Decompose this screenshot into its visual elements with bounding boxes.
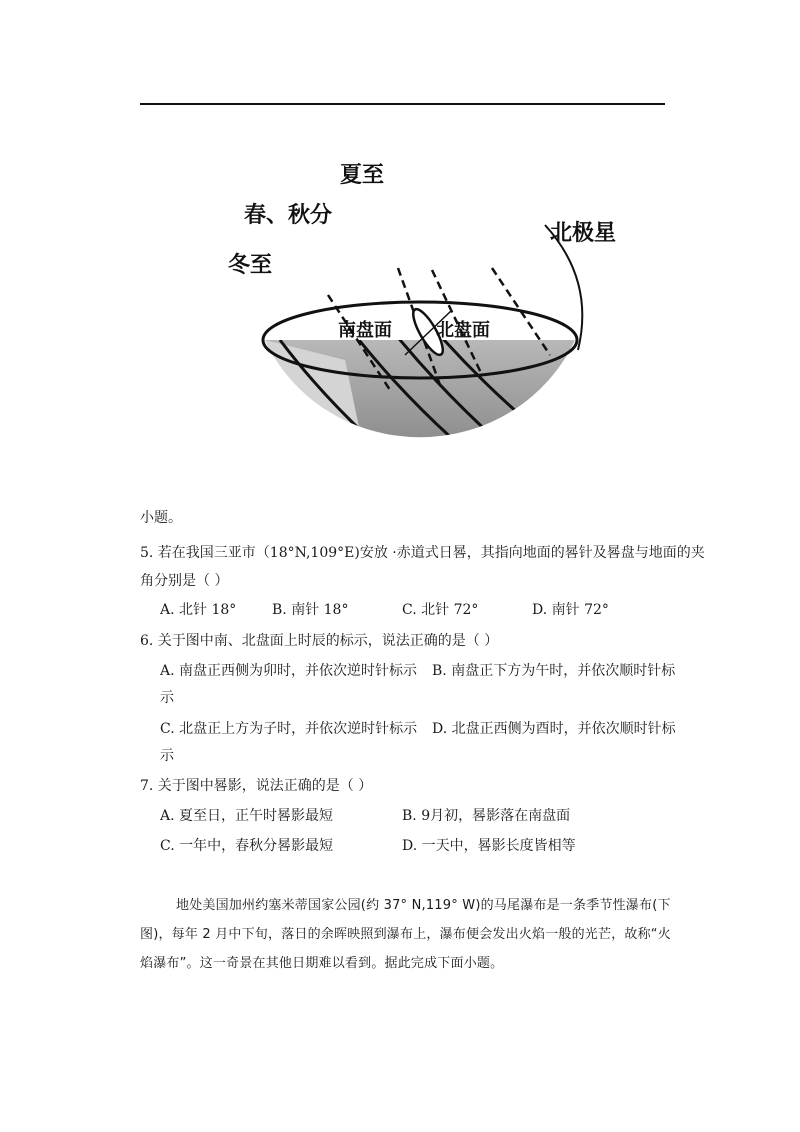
q7-option-b: B. 9月初，晷影落在南盘面: [402, 808, 571, 824]
passage-line3: 焰瀑布”。这一奇景在其他日期难以看到。据此完成下面小题。: [140, 956, 504, 971]
q6-option-d-wrap: 示: [160, 748, 174, 764]
passage-line1: 地处美国加州约塞米蒂国家公园(约 37° N,119° W)的马尾瀑布是一条季节性瀑布(下: [176, 898, 671, 913]
q5-option-b: B. 南针 18°: [272, 602, 349, 618]
q7-stem: 7. 关于图中晷影，说法正确的是（ ）: [140, 778, 373, 794]
summer-solstice-label: 夏至: [340, 163, 385, 188]
q6-option-c: C. 北盘正上方为子时，并依次逆时针标示: [160, 721, 418, 737]
intro-tail: 小题。: [140, 510, 182, 526]
q5-option-c: C. 北针 72°: [402, 602, 479, 618]
south-face-label: 南盘面: [338, 320, 392, 341]
q7-option-c: C. 一年中，春秋分晷影最短: [160, 838, 334, 854]
q5-stem-line1: 5. 若在我国三亚市（18°N,109°E)安放 ·赤道式日晷，其指向地面的晷针及晷盘与地面的夹: [140, 545, 705, 561]
q6-option-d: D. 北盘正西侧为酉时，并依次顺时针标: [432, 721, 676, 737]
sundial-figure: [220, 150, 640, 510]
winter-solstice-label: 冬至: [228, 253, 273, 278]
q6-option-b: B. 南盘正下方为午时，并依次顺时针标: [432, 663, 676, 679]
passage-line2: 图)，每年 2 月中下旬，落日的余晖映照到瀑布上，瀑布便会发出火焰一般的光芒，故称“火: [140, 927, 671, 942]
q5-stem-line2: 角分别是（ ）: [140, 573, 229, 589]
q6-option-b-wrap: 示: [160, 690, 174, 706]
q6-stem: 6. 关于图中南、北盘面上时辰的标示，说法正确的是（ ）: [140, 633, 499, 649]
q5-option-d: D. 南针 72°: [532, 602, 609, 618]
polaris-label: 北极星: [550, 221, 617, 246]
north-face-label: 北盘面: [436, 320, 490, 341]
q6-option-a: A. 南盘正西侧为卯时，并依次逆时针标示: [160, 663, 418, 679]
header-rule: [140, 103, 665, 105]
q7-option-a: A. 夏至日，正午时晷影最短: [160, 808, 334, 824]
equinox-label: 春、秋分: [244, 203, 333, 228]
q5-option-a: A. 北针 18°: [160, 602, 237, 618]
q7-option-d: D. 一天中，晷影长度皆相等: [402, 838, 576, 854]
